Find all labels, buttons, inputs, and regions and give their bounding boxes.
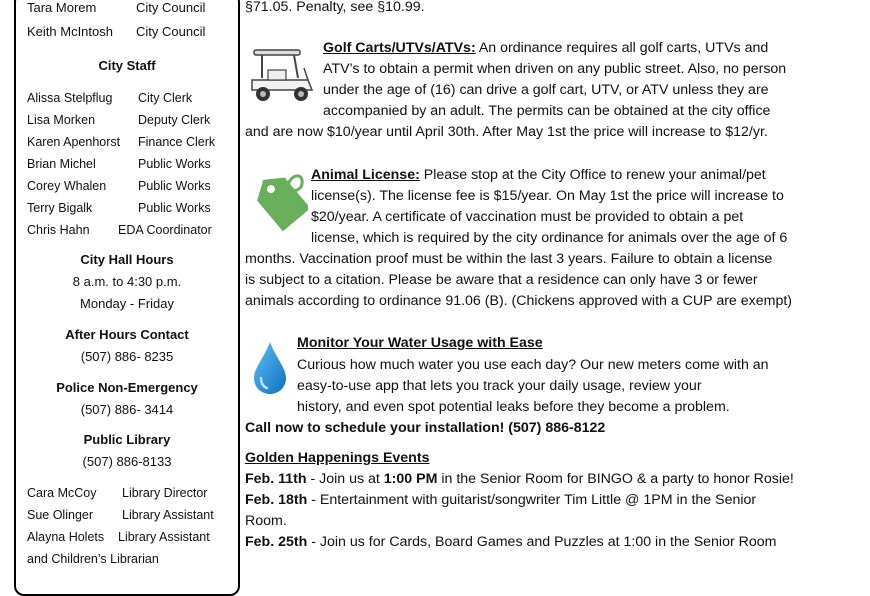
event-row	[245, 490, 756, 511]
police-phone: (507) 886- 3414	[80, 402, 174, 417]
event-row-continued	[245, 511, 287, 532]
water-line-3: history, and even spot potential leaks before they become a problem.	[297, 399, 730, 415]
staff-name: Lisa Morken	[27, 113, 96, 127]
event-text: - Join us for Cards, Board Games and Puzzles at 1:00 in the Senior Room	[307, 534, 777, 550]
library-heading: Public Library	[83, 432, 171, 447]
golf-line-5: and are now $10/year until April 30th. After May 1st the price will increase to $12/yr.	[245, 124, 768, 140]
hours-time: 8 a.m. to 4:30 p.m.	[72, 274, 182, 289]
golf-line-1	[323, 38, 768, 59]
top-fragment: §71.05. Penalty, see §10.99.	[245, 0, 425, 15]
staff-role: Finance Clerk	[138, 135, 216, 149]
event-text: - Entertainment with guitarist/songwriter Tim Little @ 1PM in the Senior	[307, 492, 757, 508]
event-text: in the Senior Room for BINGO & a party to honor Rosie!	[437, 471, 794, 487]
golden-title: Golden Happenings Events	[245, 450, 430, 466]
animal-line-3: $20/year. A certificate of vaccination must be provided to obtain a pet	[311, 209, 744, 225]
staff-heading: City Staff	[98, 58, 156, 73]
council-name-1: Tara Morem	[27, 0, 97, 15]
staff-name: Terry Bigalk	[27, 201, 93, 215]
golf-cart-icon	[248, 46, 318, 106]
library-staff-name: Cara McCoy	[27, 486, 97, 500]
council-role-2: City Council	[136, 24, 206, 39]
animal-line-1	[311, 165, 766, 186]
event-time: 1:00 PM	[383, 471, 438, 487]
staff-role: Public Works	[138, 179, 211, 193]
library-staff-name: Alayna Holets	[27, 530, 105, 544]
water-cta: Call now to schedule your installation! (507) 886-8122	[245, 420, 606, 436]
event-row	[245, 532, 777, 553]
staff-role: Public Works	[138, 201, 211, 215]
animal-title: Animal License:	[311, 167, 420, 183]
hours-days: Monday - Friday	[80, 296, 174, 311]
library-staff-role: Library Director	[122, 486, 208, 500]
golf-line-4: accompanied by an adult. The permits can be obtained at the city office	[323, 103, 771, 119]
council-name-2: Keith McIntosh	[27, 24, 113, 39]
event-date: Feb. 11th	[245, 471, 307, 487]
animal-line-6: is subject to a citation. Please be aware that a residence can only have 3 or fewer	[245, 272, 758, 288]
staff-role: Public Works	[138, 157, 211, 171]
after-hours-heading: After Hours Contact	[65, 327, 189, 342]
staff-role: EDA Coordinator	[118, 223, 212, 237]
library-staff-role: Library Assistant	[122, 508, 214, 522]
water-title: Monitor Your Water Usage with Ease	[297, 335, 543, 351]
library-phone: (507) 886-8133	[82, 454, 172, 469]
staff-role: City Clerk	[138, 91, 193, 105]
after-hours-phone: (507) 886- 8235	[80, 349, 174, 364]
event-date: Feb. 25th	[245, 534, 308, 550]
staff-role: Deputy Clerk	[138, 113, 211, 127]
library-extra: and Children’s Librarian	[27, 552, 159, 566]
staff-name: Chris Hahn	[27, 223, 90, 237]
animal-line-2: license(s). The license fee is $15/year. On May 1st the price will increase to	[311, 188, 784, 204]
council-role-1: City Council	[136, 0, 206, 15]
police-heading: Police Non-Emergency	[56, 380, 198, 395]
staff-name: Karen Apenhorst	[27, 135, 121, 149]
staff-name: Alissa Stelpflug	[27, 91, 113, 105]
tag-icon	[246, 168, 308, 234]
golf-line-2: ATV’s to obtain a permit when driven on any public street. Also, no person	[323, 61, 787, 77]
event-text: Room.	[245, 513, 287, 529]
staff-name: Brian Michel	[27, 157, 96, 171]
event-row	[245, 469, 794, 490]
animal-line-4: license, which is required by the city ordinance for animals over the age of 6	[311, 230, 788, 246]
golf-title: Golf Carts/UTVs/ATVs:	[323, 40, 476, 56]
event-text: - Join us at	[306, 471, 384, 487]
event-date: Feb. 18th	[245, 492, 308, 508]
staff-name: Corey Whalen	[27, 179, 107, 193]
golf-text: An ordinance requires all golf carts, UTVs and	[475, 40, 769, 56]
animal-text: Please stop at the City Office to renew your animal/pet	[419, 167, 766, 183]
water-line-1: Curious how much water you use each day? Our new meters come with an	[297, 357, 769, 373]
golf-line-3: under the age of (16) can drive a golf cart, UTV, or ATV unless they are	[323, 82, 769, 98]
hours-heading: City Hall Hours	[80, 252, 174, 267]
library-staff-role: Library Assistant	[118, 530, 210, 544]
animal-line-5: months. Vaccination proof must be within the last 3 years. Failure to obtain a license	[245, 251, 773, 267]
water-line-2: easy-to-use app that lets you track your daily usage, review your	[297, 378, 702, 394]
water-drop-icon	[252, 340, 288, 396]
animal-line-7: animals according to ordinance 91.06 (B). (Chickens approved with a CUP are exempt)	[245, 293, 793, 309]
library-staff-name: Sue Olinger	[27, 508, 94, 522]
